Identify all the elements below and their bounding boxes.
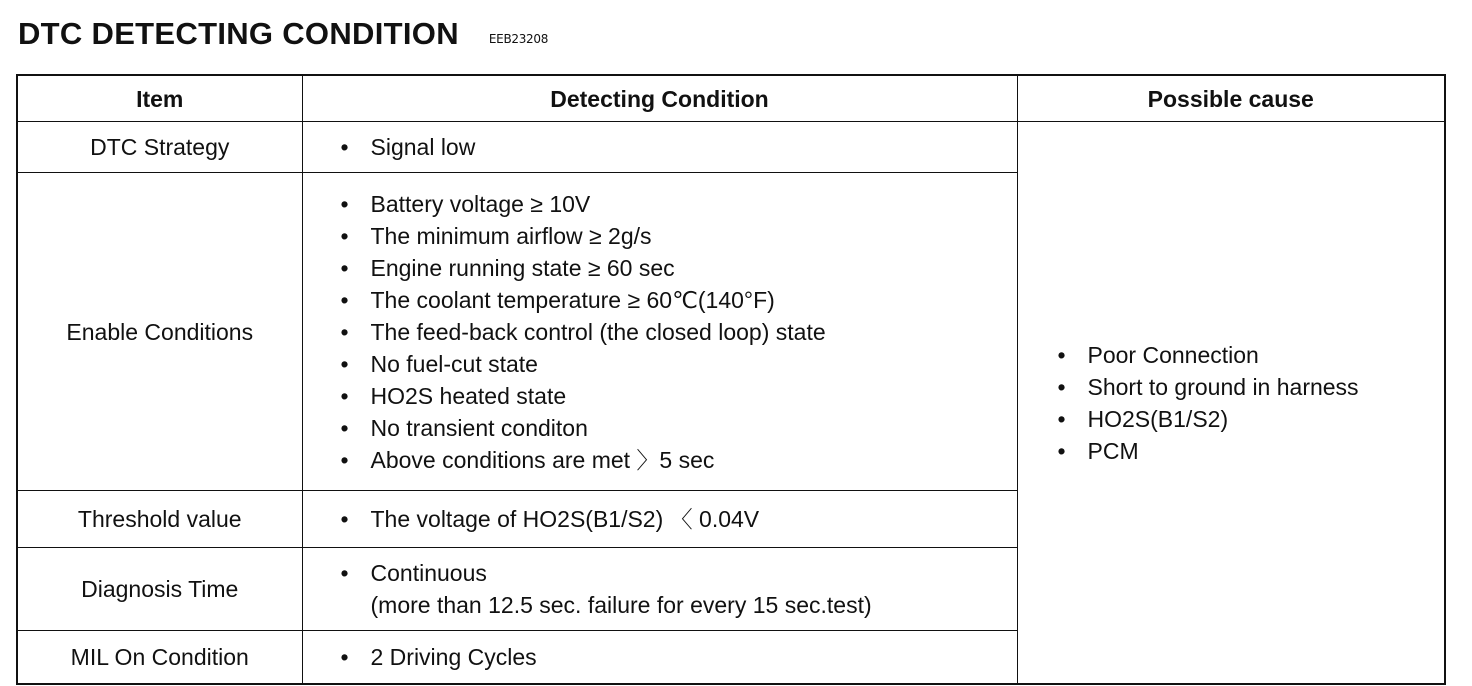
header-possible-cause: Possible cause — [1017, 75, 1445, 122]
condition-item: • HO2S heated state — [341, 380, 1007, 412]
condition-item: • No fuel-cut state — [341, 348, 1007, 380]
item-cell: Threshold value — [17, 491, 302, 548]
possible-cause-list — [1058, 339, 1435, 467]
condition-cell — [302, 122, 1017, 173]
condition-text: Continuous — [370, 560, 487, 586]
condition-list — [341, 641, 1007, 673]
header-item: Item — [17, 75, 302, 122]
item-cell: Diagnosis Time — [17, 548, 302, 631]
condition-item — [341, 557, 1007, 621]
condition-item: • 2 Driving Cycles — [341, 641, 1007, 673]
condition-list — [341, 131, 1007, 163]
cause-item: • HO2S(B1/S2) — [1058, 403, 1435, 435]
condition-item: • Battery voltage ≥ 10V — [341, 188, 1007, 220]
table-row — [17, 122, 1445, 173]
condition-cell — [302, 548, 1017, 631]
table-header-row — [17, 75, 1445, 122]
condition-cell — [302, 173, 1017, 491]
cause-item: • Poor Connection — [1058, 339, 1435, 371]
condition-list — [341, 503, 1007, 535]
item-cell: DTC Strategy — [17, 122, 302, 173]
condition-item: • Engine running state ≥ 60 sec — [341, 252, 1007, 284]
condition-item: • The feed-back control (the closed loop) state — [341, 316, 1007, 348]
condition-item: • Above conditions are met 〉5 sec — [341, 444, 1007, 476]
condition-cell — [302, 491, 1017, 548]
document-code: EEB23208 — [488, 32, 549, 46]
condition-item: • Signal low — [341, 131, 1007, 163]
header-detecting-condition: Detecting Condition — [302, 75, 1017, 122]
possible-cause-cell — [1017, 122, 1445, 685]
cause-item: • Short to ground in harness — [1058, 371, 1435, 403]
condition-note: (more than 12.5 sec. failure for every 15 sec.test) — [370, 592, 872, 618]
condition-item: • The minimum airflow ≥ 2g/s — [341, 220, 1007, 252]
condition-cell — [302, 631, 1017, 685]
condition-list — [341, 188, 1007, 476]
dtc-detecting-condition-table — [16, 74, 1446, 685]
item-cell: MIL On Condition — [17, 631, 302, 685]
cause-item: • PCM — [1058, 435, 1435, 467]
condition-list — [341, 557, 1007, 621]
title-row — [18, 10, 548, 54]
item-cell: Enable Conditions — [17, 173, 302, 491]
condition-item: • The coolant temperature ≥ 60℃(140°F) — [341, 284, 1007, 316]
page-title: DTC DETECTING CONDITION — [18, 16, 459, 51]
condition-item: • The voltage of HO2S(B1/S2) 〈 0.04V — [341, 503, 1007, 535]
condition-item: • No transient conditon — [341, 412, 1007, 444]
